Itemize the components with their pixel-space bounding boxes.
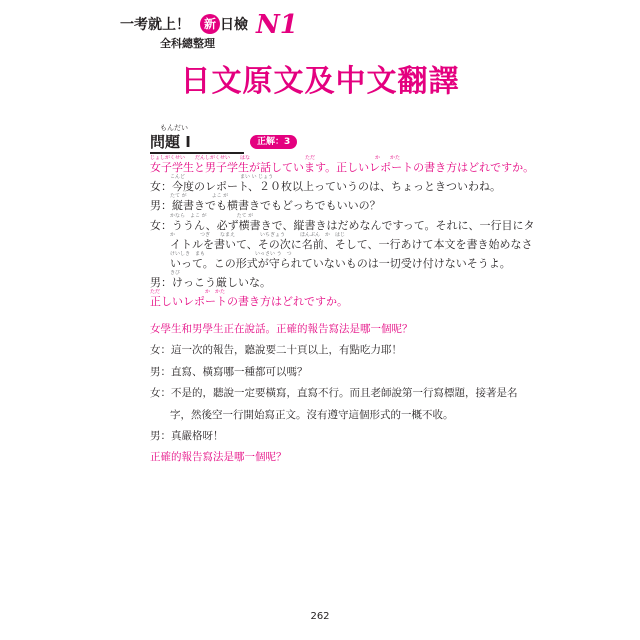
furigana: じょしがくせい だんしがくせい はな ただ か かた [150,155,401,161]
furigana: こんど まい い じょう [170,174,274,181]
japanese-line [150,193,490,213]
furigana: ただ か かた [150,289,226,296]
japanese-line-text: 正しいレポートの書き方はどれですか。 [150,295,348,309]
japanese-line [150,289,490,309]
japanese-line [150,212,535,232]
chinese-translation [150,322,518,472]
japanese-line-text: 女：ううん、必ず横書きで、縦書きはだめなんですって。それに、一行目にタ [150,218,535,232]
series-title: 一考就上！ [120,17,190,33]
japanese-line-text: 女：今度のレポート、２０枚以上っていうのは、ちょっときついわね。 [150,180,502,194]
new-badge: 新 [200,14,220,34]
furigana: か つぎ なまえ いちぎょう ほんぶん か はじ [170,231,346,238]
chinese-line: 女：不是的，聽說一定要橫寫，直寫不行。而且老師說第一行寫標題，接著是名 [150,387,518,400]
exam-label: 日檢 [220,17,248,33]
question-label: 問題 I [150,133,191,151]
japanese-transcript [150,155,535,310]
question-underline [150,152,244,154]
furigana: かなら よこ が たて が [170,212,254,219]
japanese-line-text: 男：けっこう厳しいな。 [150,276,271,290]
japanese-line-text: 女子学生と男子学生が話しています。正しいレポートの書き方はどれですか。 [150,161,535,174]
chinese-line: 男：真嚴格呀！ [150,429,224,442]
furigana: きび [170,270,181,277]
page-number: 262 [310,611,330,622]
chinese-line: 字，然後空一行開始寫正文。沒有遵守這個形式的一概不收。 [170,408,454,421]
chinese-line: 正確的報告寫法是哪一個呢？ [150,451,287,464]
chinese-line: 女學生和男學生正在說話。正確的報告寫法是哪一個呢？ [150,323,413,335]
question-label-ruby: もんだい [160,124,188,132]
japanese-line [150,250,511,270]
japanese-line-text: いって。この形式が守られていないものは一切受け付けないそうよ。 [170,256,511,270]
page-title: 日文原文及中文翻譯 [180,64,460,99]
answer-badge: 正解：3 [250,135,297,149]
furigana: たて が よこ が [170,193,229,200]
japanese-line [150,231,533,251]
japanese-line [150,270,490,290]
japanese-line [150,155,535,174]
furigana: けいしき まも いっさい う つ [170,250,292,257]
chinese-line: 男：直寫、橫寫哪一種都可以嗎？ [150,365,308,378]
chinese-line: 女：這一次的報告，聽說要二十頁以上，有點吃力耶！ [150,344,402,357]
japanese-line [150,174,502,194]
series-subtitle: 全科總整理 [160,37,215,50]
level-label: N1 [256,10,298,40]
japanese-line-text: イトルを書いて、その次に名前、そして、一行あけて本文を書き始めなさ [170,237,533,251]
japanese-line-text: 男：縦書きでも横書きでもどっちでもいいの？ [150,199,381,213]
